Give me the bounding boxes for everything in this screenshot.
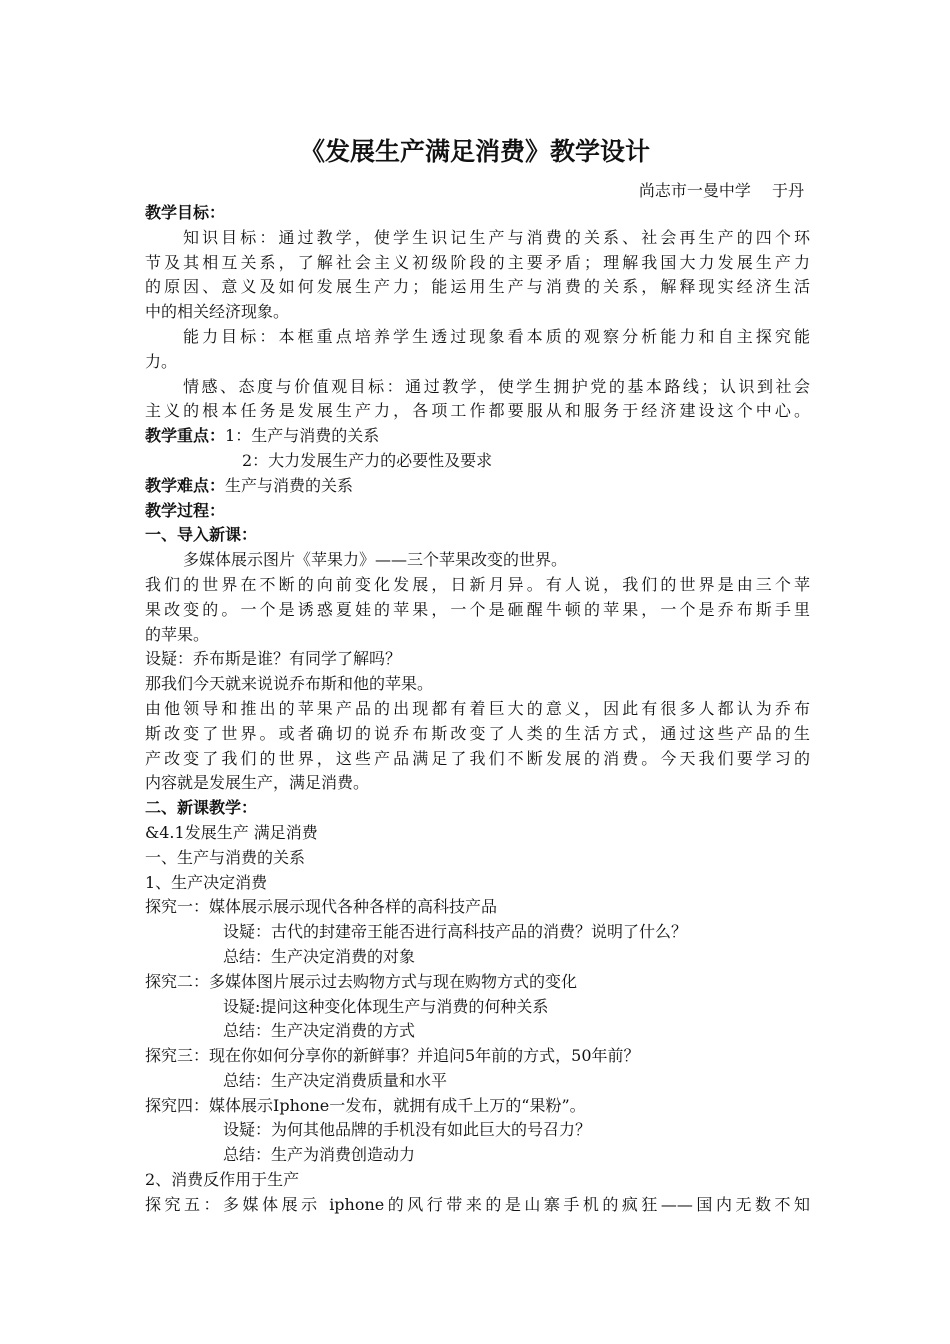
intro-paragraph-line: 斯改变了世界。或者确切的说乔布斯改变了人类的生活方式，通过这些产品的生 bbox=[145, 723, 810, 743]
inquiry-summary: 总结：生产决定消费的对象 bbox=[223, 946, 416, 966]
intro-paragraph-line: 由他领导和推出的苹果产品的出现都有着巨大的意义，因此有很多人都认为乔布 bbox=[145, 698, 810, 718]
goal-emotion-line: 情感、态度与价值观目标：通过教学，使学生拥护党的基本路线；认识到社会 bbox=[183, 376, 810, 396]
intro-text-line: 果改变的。一个是诱惑夏娃的苹果，一个是砸醒牛顿的苹果，一个是乔布斯手里 bbox=[145, 599, 810, 619]
difficulty-line bbox=[145, 474, 810, 499]
inquiry-question: 设疑：古代的封建帝王能否进行高科技产品的消费？说明了什么？ bbox=[223, 922, 688, 942]
intro-text-line: 的苹果。 bbox=[145, 624, 210, 644]
document-body bbox=[145, 201, 810, 1218]
process-heading: 教学过程： bbox=[145, 500, 226, 520]
subsection-item: 1、生产决定消费 bbox=[145, 872, 268, 892]
intro-paragraph-line: 产改变了我们的世界，这些产品满足了我们不断发展的消费。今天我们要学习的 bbox=[145, 748, 810, 768]
inquiry-summary: 总结：生产决定消费质量和水平 bbox=[223, 1070, 448, 1090]
inquiry-summary: 总结：生产决定消费的方式 bbox=[223, 1021, 416, 1041]
intro-heading: 一、导入新课： bbox=[145, 525, 258, 545]
goal-ability-line: 能力目标：本框重点培养学生透过现象看本质的观察分析能力和自主探究能 bbox=[183, 326, 810, 346]
intro-text-line: 我们的世界在不断的向前变化发展，日新月异。有人说，我们的世界是由三个苹 bbox=[145, 574, 810, 594]
author-line: 尚志市一曼中学 于丹 bbox=[638, 181, 804, 200]
goal-knowledge-line: 的原因、意义及如何发展生产力；能运用生产与消费的关系，解释现实经济生活 bbox=[145, 277, 810, 297]
intro-question-line: 设疑：乔布斯是谁？有同学了解吗？ bbox=[145, 649, 402, 669]
inquiry-question: 设疑：为何其他品牌的手机没有如此巨大的号召力？ bbox=[223, 1120, 592, 1140]
goal-emotion-line: 主义的根本任务是发展生产力，各项工作都要服从和服务于经济建设这个中心。 bbox=[145, 401, 810, 421]
key-point-2: 2：大力发展生产力的必要性及要求 bbox=[242, 450, 493, 470]
goals-heading: 教学目标： bbox=[145, 203, 226, 222]
inquiry-line: 探究四：媒体展示Iphone一发布，就拥有成千上万的“果粉”。 bbox=[145, 1095, 586, 1115]
inquiry-line: 探究三：现在你如何分享你的新鲜事？并追问5年前的方式，50年前？ bbox=[145, 1046, 640, 1066]
intro-lead-line: 那我们今天就来说说乔布斯和他的苹果。 bbox=[145, 674, 434, 694]
difficulty-heading: 教学难点： bbox=[145, 475, 226, 495]
intro-paragraph-line: 内容就是发展生产，满足消费。 bbox=[145, 773, 370, 793]
inquiry-question: 设疑:提问这种变化体现生产与消费的何种关系 bbox=[223, 996, 549, 1016]
new-lesson-heading: 二、新课教学： bbox=[145, 798, 258, 818]
inquiry-line: 探究五：多媒体展示 iphone的风行带来的是山寨手机的疯狂——国内无数不知 bbox=[145, 1194, 810, 1214]
subsection-title: 一、生产与消费的关系 bbox=[145, 847, 306, 867]
goal-knowledge-line: 中的相关经济现象。 bbox=[145, 302, 290, 322]
difficulty-text: 生产与消费的关系 bbox=[225, 475, 354, 495]
goal-ability-line: 力。 bbox=[145, 351, 178, 371]
key-heading: 教学重点： bbox=[145, 426, 226, 446]
inquiry-line: 探究二：多媒体图片展示过去购物方式与现在购物方式的变化 bbox=[145, 971, 578, 991]
key-points-line bbox=[145, 424, 810, 449]
subsection-item: 2、消费反作用于生产 bbox=[145, 1170, 300, 1190]
document-title: 《发展生产满足消费》教学设计 bbox=[299, 137, 650, 166]
goal-knowledge-line: 节及其相互关系，了解社会主义初级阶段的主要矛盾；理解我国大力发展生产力 bbox=[145, 252, 810, 272]
intro-media-line: 多媒体展示图片《苹果力》——三个苹果改变的世界。 bbox=[183, 550, 568, 570]
inquiry-summary: 总结：生产为消费创造动力 bbox=[223, 1145, 416, 1165]
key-point-1: 1：生产与消费的关系 bbox=[225, 426, 380, 446]
inquiry-line: 探究一：媒体展示展示现代各种各样的高科技产品 bbox=[145, 897, 498, 917]
section-title: &4.1发展生产 满足消费 bbox=[145, 822, 318, 842]
goal-knowledge-line: 知识目标：通过教学，使学生识记生产与消费的关系、社会再生产的四个环 bbox=[183, 227, 810, 247]
